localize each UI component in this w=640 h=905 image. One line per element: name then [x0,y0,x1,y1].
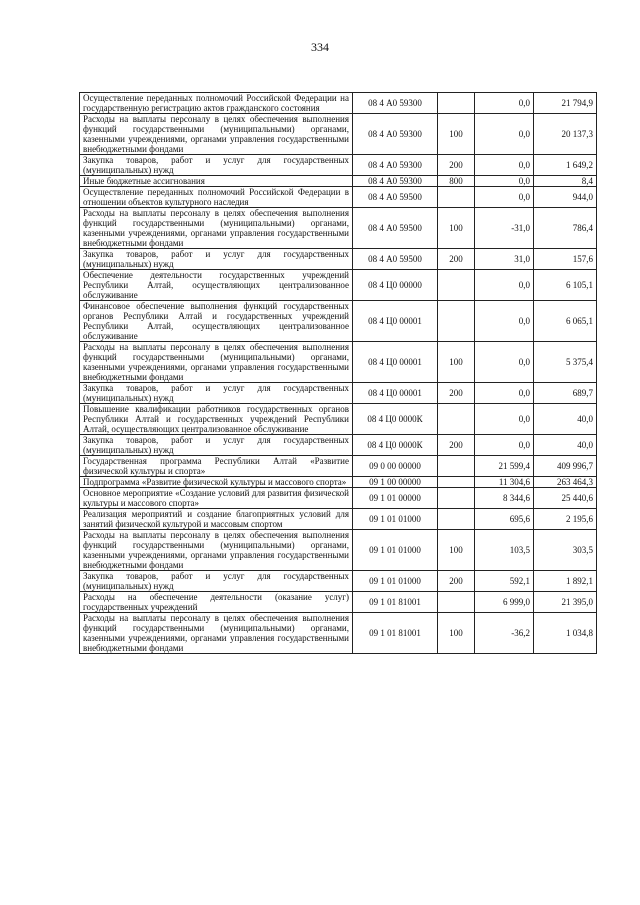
table-row [80,383,597,404]
row-code-cell: 08 4 Ц0 0000К [353,404,438,435]
row-change-amount-cell: 0,0 [475,301,534,342]
row-name-cell: Закупка товаров, работ и услуг для государственных (муниципальных) нужд [80,435,353,456]
table-row [80,456,597,477]
row-expense-type-cell [438,301,475,342]
row-change-amount-cell: 0,0 [475,383,534,404]
row-expense-type-cell: 200 [438,249,475,270]
row-total-amount-cell: 409 996,7 [534,456,597,477]
row-total-amount-cell: 25 440,6 [534,488,597,509]
row-total-amount-cell: 21 794,9 [534,93,597,114]
row-total-amount-cell: 8,4 [534,176,597,187]
budget-table [79,92,597,654]
table-row [80,404,597,435]
row-code-cell: 08 4 Ц0 00001 [353,342,438,383]
row-expense-type-cell [438,93,475,114]
row-name-cell: Закупка товаров, работ и услуг для государственных (муниципальных) нужд [80,571,353,592]
table-row [80,155,597,176]
row-change-amount-cell: -36,2 [475,613,534,654]
row-total-amount-cell: 2 195,6 [534,509,597,530]
table-row [80,435,597,456]
row-code-cell: 08 4 Ц0 00000 [353,270,438,301]
row-expense-type-cell: 200 [438,435,475,456]
row-expense-type-cell: 100 [438,530,475,571]
row-total-amount-cell: 40,0 [534,435,597,456]
row-expense-type-cell: 800 [438,176,475,187]
row-name-cell: Расходы на обеспечение деятельности (оказание услуг) государственных учреждений [80,592,353,613]
table-row [80,301,597,342]
row-change-amount-cell: 0,0 [475,93,534,114]
row-change-amount-cell: 0,0 [475,114,534,155]
row-code-cell: 09 1 01 81001 [353,592,438,613]
row-name-cell: Закупка товаров, работ и услуг для государственных (муниципальных) нужд [80,383,353,404]
table-row [80,187,597,208]
row-expense-type-cell [438,270,475,301]
row-code-cell: 09 1 00 00000 [353,477,438,488]
row-total-amount-cell: 6 065,1 [534,301,597,342]
row-name-cell: Расходы на выплаты персоналу в целях обеспечения выполнения функций государственными (муниципальными) органами, казенными учреждениями, органами управления государственными внебюджетными фондами [80,342,353,383]
row-code-cell: 08 4 Ц0 00001 [353,301,438,342]
row-total-amount-cell: 689,7 [534,383,597,404]
row-name-cell: Осуществление переданных полномочий Российской Федерации в отношении объектов культурного наследия [80,187,353,208]
table-row [80,208,597,249]
row-code-cell: 08 4 А0 59500 [353,187,438,208]
row-name-cell: Государственная программа Республики Алтай «Развитие физической культуры и спорта» [80,456,353,477]
table-row [80,571,597,592]
row-change-amount-cell: 103,5 [475,530,534,571]
row-total-amount-cell: 944,0 [534,187,597,208]
row-change-amount-cell: 592,1 [475,571,534,592]
row-name-cell: Закупка товаров, работ и услуг для государственных (муниципальных) нужд [80,155,353,176]
row-expense-type-cell: 100 [438,613,475,654]
row-change-amount-cell: 0,0 [475,187,534,208]
row-total-amount-cell: 6 105,1 [534,270,597,301]
table-row [80,488,597,509]
row-expense-type-cell: 100 [438,342,475,383]
row-expense-type-cell: 200 [438,155,475,176]
row-code-cell: 09 1 01 00000 [353,488,438,509]
row-expense-type-cell: 100 [438,208,475,249]
row-total-amount-cell: 20 137,3 [534,114,597,155]
row-change-amount-cell: 0,0 [475,155,534,176]
table-row [80,270,597,301]
row-total-amount-cell: 786,4 [534,208,597,249]
row-expense-type-cell [438,404,475,435]
table-row [80,613,597,654]
row-name-cell: Реализация мероприятий и создание благоприятных условий для занятий физической культурой и массовым спортом [80,509,353,530]
row-total-amount-cell: 263 464,3 [534,477,597,488]
row-total-amount-cell: 157,6 [534,249,597,270]
row-change-amount-cell: 695,6 [475,509,534,530]
row-change-amount-cell: 11 304,6 [475,477,534,488]
row-expense-type-cell: 200 [438,383,475,404]
row-code-cell: 08 4 А0 59500 [353,208,438,249]
table-row [80,477,597,488]
row-expense-type-cell [438,592,475,613]
budget-table-body [80,93,597,654]
table-row [80,176,597,187]
row-name-cell: Основное мероприятие «Создание условий для развития физической культуры и массового спорта» [80,488,353,509]
row-change-amount-cell: 0,0 [475,176,534,187]
row-code-cell: 09 1 01 01000 [353,571,438,592]
row-name-cell: Иные бюджетные ассигнования [80,176,353,187]
row-total-amount-cell: 1 649,2 [534,155,597,176]
row-name-cell: Расходы на выплаты персоналу в целях обеспечения выполнения функций государственными (муниципальными) органами, казенными учреждениями, органами управления государственными внебюджетными фондами [80,208,353,249]
row-change-amount-cell: 0,0 [475,342,534,383]
row-change-amount-cell: 0,0 [475,404,534,435]
row-expense-type-cell [438,456,475,477]
table-row [80,509,597,530]
row-code-cell: 09 1 01 01000 [353,530,438,571]
row-name-cell: Обеспечение деятельности государственных учреждений Республики Алтай, осуществляющих централизованное обслуживание [80,270,353,301]
row-name-cell: Финансовое обеспечение выполнения функций государственных органов Республики Алтай и государственных учреждений Республики Алтай, осуществляющих централизованное обслуживание [80,301,353,342]
row-code-cell: 09 1 01 81001 [353,613,438,654]
row-change-amount-cell: 0,0 [475,270,534,301]
row-expense-type-cell [438,488,475,509]
row-name-cell: Осуществление переданных полномочий Российской Федерации на государственную регистрацию актов гражданского состояния [80,93,353,114]
row-code-cell: 08 4 А0 59300 [353,155,438,176]
table-row [80,342,597,383]
row-name-cell: Расходы на выплаты персоналу в целях обеспечения выполнения функций государственными (муниципальными) органами, казенными учреждениями, органами управления государственными внебюджетными фондами [80,114,353,155]
row-change-amount-cell: -31,0 [475,208,534,249]
table-row [80,114,597,155]
row-expense-type-cell [438,187,475,208]
row-code-cell: 09 0 00 00000 [353,456,438,477]
row-code-cell: 08 4 Ц0 00001 [353,383,438,404]
row-code-cell: 08 4 А0 59300 [353,93,438,114]
row-change-amount-cell: 6 999,0 [475,592,534,613]
row-expense-type-cell [438,509,475,530]
row-total-amount-cell: 1 892,1 [534,571,597,592]
row-change-amount-cell: 21 599,4 [475,456,534,477]
table-row [80,592,597,613]
row-total-amount-cell: 1 034,8 [534,613,597,654]
table-row [80,93,597,114]
row-code-cell: 08 4 А0 59500 [353,249,438,270]
row-total-amount-cell: 5 375,4 [534,342,597,383]
row-expense-type-cell [438,477,475,488]
row-code-cell: 09 1 01 01000 [353,509,438,530]
row-change-amount-cell: 0,0 [475,435,534,456]
table-row [80,249,597,270]
row-change-amount-cell: 31,0 [475,249,534,270]
row-change-amount-cell: 8 344,6 [475,488,534,509]
row-name-cell: Закупка товаров, работ и услуг для государственных (муниципальных) нужд [80,249,353,270]
row-expense-type-cell: 200 [438,571,475,592]
row-code-cell: 08 4 Ц0 0000К [353,435,438,456]
row-code-cell: 08 4 А0 59300 [353,114,438,155]
row-name-cell: Повышение квалификации работников государственных органов Республики Алтай и государственных учреждений Республики Алтай, осуществляющих централизованное обслуживание [80,404,353,435]
row-name-cell: Расходы на выплаты персоналу в целях обеспечения выполнения функций государственными (муниципальными) органами, казенными учреждениями, органами управления государственными внебюджетными фондами [80,613,353,654]
row-expense-type-cell: 100 [438,114,475,155]
page-number: 334 [311,40,329,54]
row-name-cell: Подпрограмма «Развитие физической культуры и массового спорта» [80,477,353,488]
row-total-amount-cell: 21 395,0 [534,592,597,613]
row-name-cell: Расходы на выплаты персоналу в целях обеспечения выполнения функций государственными (муниципальными) органами, казенными учреждениями, органами управления государственными внебюджетными фондами [80,530,353,571]
row-total-amount-cell: 40,0 [534,404,597,435]
table-row [80,530,597,571]
row-code-cell: 08 4 А0 59300 [353,176,438,187]
row-total-amount-cell: 303,5 [534,530,597,571]
